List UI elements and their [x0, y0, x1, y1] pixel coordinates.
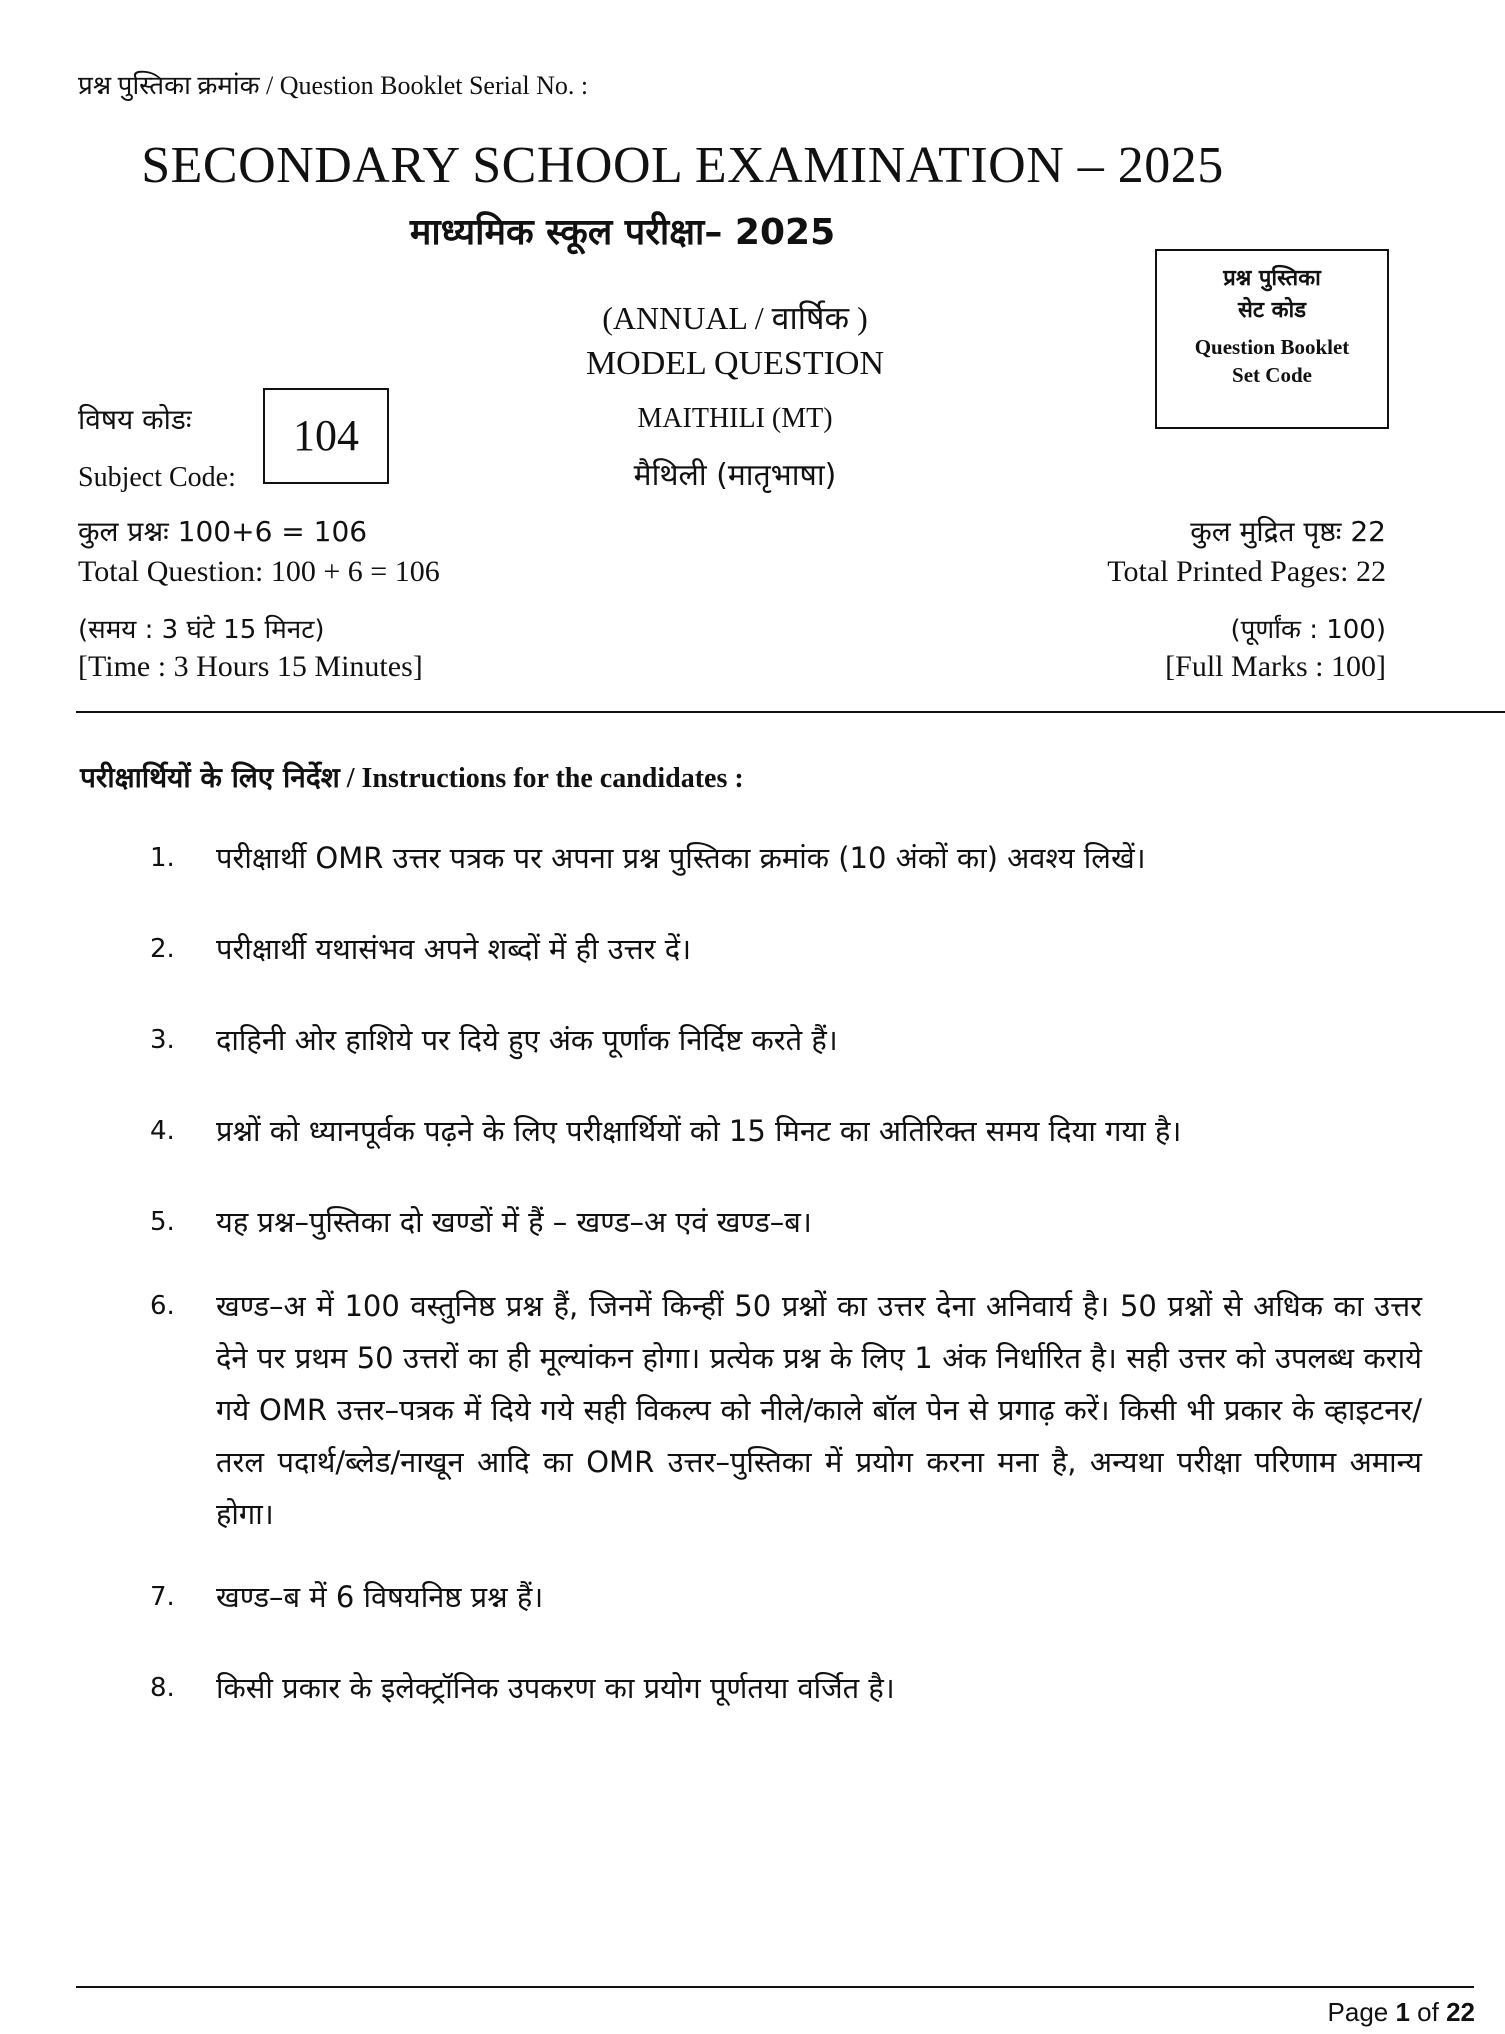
instruction-number: 6. — [150, 1291, 175, 1321]
total-question-english: Total Question: 100 + 6 = 106 — [78, 555, 440, 588]
header-divider — [76, 711, 1505, 713]
instruction-text: प्रश्नों को ध्यानपूर्वक पढ़ने के लिए परीक्षार्थियों को 15 मिनट का अतिरिक्त समय दिया गया है। — [216, 1114, 1182, 1148]
total-pages-hindi: कुल मुद्रित पृष्ठः 22 — [1190, 515, 1386, 548]
full-marks-hindi: (पूर्णांक : 100) — [1230, 615, 1386, 645]
instruction-number: 1. — [150, 843, 175, 873]
set-code-label-en-line1: Question Booklet — [1194, 335, 1350, 359]
instructions-heading — [80, 758, 744, 796]
time-english: [Time : 3 Hours 15 Minutes] — [78, 650, 423, 683]
set-code-label-hi-line1: प्रश्न पुस्तिका — [1223, 266, 1321, 291]
instruction-item — [150, 1098, 1422, 1165]
time-hindi: (समय : 3 घंटे 15 मिनट) — [78, 615, 325, 645]
set-code-label-english — [1157, 333, 1387, 389]
instruction-item — [150, 1280, 1422, 1540]
set-code-box — [1155, 249, 1389, 429]
instruction-text: खण्ड–ब में 6 विषयनिष्ठ प्रश्न हैं। — [216, 1580, 544, 1614]
model-question-label: MODEL QUESTION — [585, 345, 885, 382]
instruction-text: खण्ड–अ में 100 वस्तुनिष्ठ प्रश्न हैं, जिनमें किन्हीं 50 प्रश्नों का उत्तर देना अनिवार्य है। 50 प्रश्नों से अधिक का उत्तर देने पर प्रथम 50 उत्तरों का ही मूल्यांकन होगा। प्रत्येक प्रश्न के लिए 1 अंक निर्धारित है। सही उत्तर को उपलब्ध कराये गये OMR उत्तर–पत्रक में दिये गये सही विकल्प को नीले/काले बॉल पेन से प्रगाढ़ करें। किसी भी प्रकार के व्हाइटनर/तरल पदार्थ/ब्लेड/नाखून आदि का OMR उत्तर–पुस्तिका में प्रयोग करना मना है, अन्यथा परीक्षा परिणाम अमान्य होगा। — [216, 1289, 1422, 1531]
exam-title-hindi — [0, 206, 1505, 255]
footer-divider — [76, 1986, 1474, 1988]
instruction-text: किसी प्रकार के इलेक्ट्रॉनिक उपकरण का प्रयोग पूर्णतया वर्जित है। — [216, 1671, 895, 1705]
subject-code-box: 104 — [263, 388, 389, 484]
exam-title-english-text: SECONDARY SCHOOL EXAMINATION – 2025 — [141, 137, 1224, 194]
instructions-list — [150, 825, 1422, 1746]
exam-title-hindi-text: माध्यमिक स्कूल परीक्षा– 2025 — [409, 212, 836, 253]
instruction-text: दाहिनी ओर हाशिये पर दिये हुए अंक पूर्णांक निर्दिष्ट करते हैं। — [216, 1023, 838, 1057]
instruction-text: यह प्रश्न–पुस्तिका दो खण्डों में हैं – खण्ड–अ एवं खण्ड–ब। — [216, 1205, 812, 1239]
instruction-item — [150, 825, 1422, 892]
set-code-label-hi-line2: सेट कोड — [1238, 298, 1306, 323]
subject-code-label-hindi: विषय कोडः — [78, 403, 192, 436]
subject-name-english: MAITHILI (MT) — [637, 403, 833, 434]
subject-name-hindi: मैथिली (मातृभाषा) — [633, 458, 837, 493]
booklet-serial-label: प्रश्न पुस्तिका क्रमांक / Question Booklet Serial No. : — [78, 71, 589, 100]
page-current: 1 — [1395, 1997, 1410, 2027]
page-number — [1328, 1997, 1475, 2028]
subject-code-label-english: Subject Code: — [78, 462, 236, 493]
exam-title-english — [0, 136, 1505, 195]
instruction-number: 3. — [150, 1025, 175, 1055]
instruction-number: 8. — [150, 1673, 175, 1703]
instructions-heading-english: Instructions for the candidates : — [361, 763, 744, 794]
instruction-item — [150, 1007, 1422, 1074]
page-prefix: Page — [1327, 1997, 1396, 2027]
instruction-number: 7. — [150, 1582, 175, 1612]
instruction-number: 2. — [150, 934, 175, 964]
page-of: of — [1409, 1997, 1447, 2027]
instruction-item — [150, 1655, 1422, 1722]
instruction-number: 5. — [150, 1207, 175, 1237]
total-question-hindi: कुल प्रश्नः 100+6 = 106 — [78, 515, 368, 548]
instruction-text: परीक्षार्थी यथासंभव अपने शब्दों में ही उत्तर दें। — [216, 932, 692, 966]
instruction-item — [150, 1564, 1422, 1631]
page-total: 22 — [1446, 1997, 1475, 2027]
instructions-heading-hindi: परीक्षार्थियों के लिए निर्देश — [80, 761, 340, 794]
instruction-text: परीक्षार्थी OMR उत्तर पत्रक पर अपना प्रश्न पुस्तिका क्रमांक (10 अंकों का) अवश्य लिखें। — [216, 841, 1146, 875]
instruction-item — [150, 1189, 1422, 1256]
instruction-number: 4. — [150, 1116, 175, 1146]
set-code-label-en-line2: Set Code — [1232, 363, 1312, 387]
full-marks-english: [Full Marks : 100] — [1165, 650, 1386, 683]
total-pages-english: Total Printed Pages: 22 — [1107, 555, 1386, 588]
set-code-label-hindi — [1157, 263, 1387, 327]
exam-type: (ANNUAL / वार्षिक ) — [602, 300, 868, 336]
instruction-item — [150, 916, 1422, 983]
instructions-heading-separator: / — [339, 763, 362, 794]
